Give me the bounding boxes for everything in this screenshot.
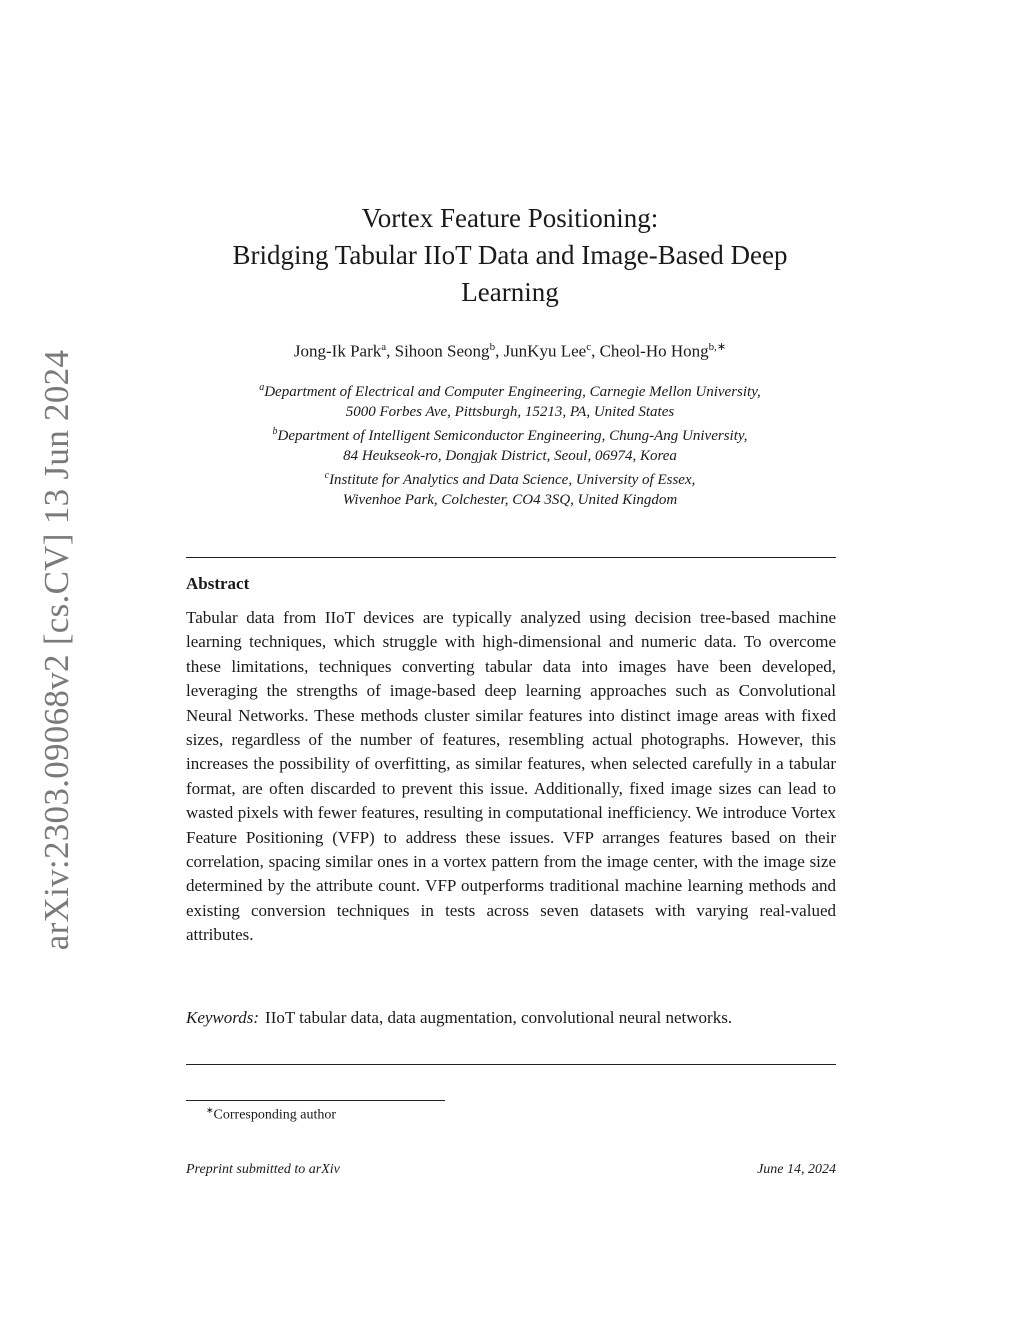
footnote-text: Corresponding author <box>213 1107 337 1123</box>
affiliation-a-line-1: $^a$Department of Electrical and Computer Engineering, Carnegie Mellon University, <box>259 382 761 400</box>
footnote <box>206 1105 336 1124</box>
author-name: JunKyu Lee <box>503 341 587 361</box>
title-line-1: Vortex Feature Positioning: <box>361 203 659 233</box>
affiliation-c-line-2: Wivenhoe Park, Colchester, CO4 3SQ, United Kingdom <box>342 492 678 508</box>
affiliation-b-line-1: $^b$Department of Intelligent Semiconductor Engineering, Chung-Ang University, <box>272 426 748 444</box>
affiliation-a-line-2: 5000 Forbes Ave, Pittsburgh, 15213, PA, United States <box>345 404 675 420</box>
footnote-mark: ∗ <box>206 1105 214 1115</box>
keywords-label: Keywords: <box>186 1008 260 1027</box>
abstract-heading: Abstract <box>186 574 250 593</box>
footnote-rule <box>186 1100 445 1101</box>
author-affil-mark: c <box>586 341 592 353</box>
affiliation-c-line-1: $^c$Institute for Analytics and Data Science, University of Essex, <box>324 470 696 488</box>
affiliations <box>160 378 860 510</box>
author-affil-mark: b <box>489 341 496 353</box>
abstract-bottom-rule <box>186 1064 836 1065</box>
keywords <box>186 1006 816 1030</box>
author-name: Sihoon Seong <box>394 341 490 361</box>
author-name: Cheol-Ho Hong <box>599 341 709 361</box>
submission-date: June 14, 2024 <box>757 1162 836 1177</box>
keywords-text: IIoT tabular data, data augmentation, convolutional neural networks. <box>265 1008 733 1027</box>
author-name: Jong-Ik Park <box>293 341 382 361</box>
preprint-note: Preprint submitted to arXiv <box>186 1162 340 1177</box>
paper-title <box>180 200 840 311</box>
arxiv-identifier: arXiv:2303.09068v2 [cs.CV] 13 Jun 2024 <box>37 349 76 951</box>
affiliation-b-line-2: 84 Heukseok-ro, Dongjak District, Seoul, 06974, Korea <box>343 448 677 464</box>
title-line-2: Bridging Tabular IIoT Data and Image-Based Deep <box>232 240 788 270</box>
author-list: Jong-Ik Park$^a$, Sihoon Seong$^b$, JunKyu Lee$^c$, Cheol-Ho Hong$^{b,∗}$ <box>293 341 727 361</box>
author-affil-mark: a <box>381 341 387 353</box>
abstract-text: Tabular data from IIoT devices are typically analyzed using decision tree-based machine learning techniques, which struggle with high-dimensional and numeric data. To overcome these limitations, techniques converting tabular data into images have been developed, leveraging the strengths of image-based deep learning approaches such as Convolutional Neural Networks. These methods cluster similar features into distinct image areas with fixed sizes, regardless of the number of features, resembling actual photographs. However, this increases the possibility of overfitting, as similar features, when selected carefully in a tabular format, are often discarded to prevent this issue. Additionally, fixed image sizes can lead to wasted pixels with fewer features, resulting in computational inefficiency. We introduce Vortex Feature Positioning (VFP) to address these issues. VFP arranges features based on their correlation, spacing similar ones in a vortex pattern from the image center, with the image size determined by the attribute count. VFP outperforms traditional machine learning methods and existing conversion techniques in tests across seven datasets with varying real-valued attributes. <box>186 608 836 945</box>
author-affil-mark: b,∗ <box>708 341 727 353</box>
abstract-top-rule <box>186 557 836 558</box>
title-line-3: Learning <box>461 277 559 307</box>
